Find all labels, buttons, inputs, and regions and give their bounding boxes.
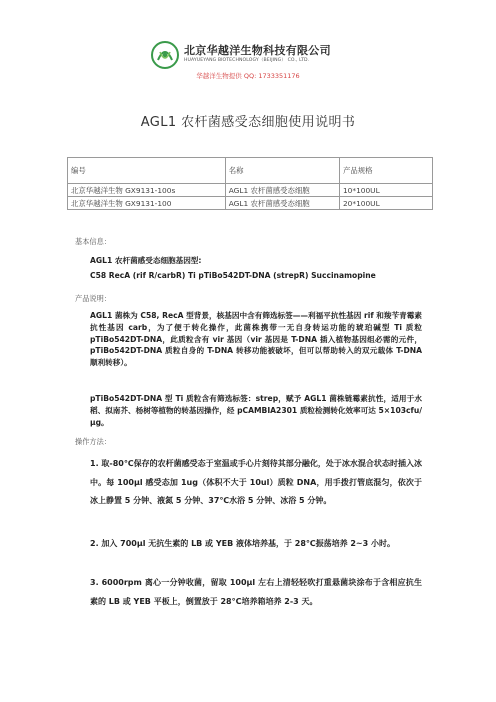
procedure-step-2: 2. 加入 700μl 无抗生素的 LB 或 YEB 液体培养基，于 28℃振荡培养 2~3 小时。: [90, 539, 395, 548]
table-header-cell: 编号: [68, 158, 226, 184]
table-row: [68, 184, 433, 197]
product-spec-table: [67, 157, 433, 210]
procedure-step-3: 3. 6000rpm 离心一分钟收菌，留取 100μl 左右上清轻轻吹打重悬菌块涂布于含相应抗生素的 LB 或 YEB 平板上，倒置放于 28°C培养箱培养 2-3 天。: [90, 578, 422, 606]
table-header-row: [68, 158, 433, 184]
table-cell: AGL1 农杆菌感受态细胞: [225, 184, 339, 197]
basic-info-label: 基本信息：: [75, 237, 111, 246]
description-label: 产品说明：: [75, 294, 111, 303]
description-paragraph-2: pTiBo542DT-DNA 型 Ti 质粒含有筛选标签：strep，赋予 AGL1 菌株链霉素抗性，适用于水稻、拟南芥、杨树等植物的转基因操作，经 pCAMBIA2301 质粒检测转化效率可达 5×103cfu/μg。: [90, 394, 422, 427]
procedure-label: 操作方法：: [75, 437, 111, 446]
contact-line: 华越洋生物提供 QQ: 1733351176: [196, 72, 300, 80]
description-paragraph-1: AGL1 菌株为 C58, RecA 型背景，核基因中含有筛选标签——利福平抗性基因 rif 和羧苄青霉素抗性基因 carb，为了便于转化操作，此菌株携带一无自身转运功能的琥珀碱型 Ti 质粒 pTiBo542DT-DNA，此质粒含有 vir 基因（vir 基因是 T-DNA 插入植物基因组必需的元件， pTiBo542DT-DNA 质粒自身的 T-DNA 转移功能被破坏，但可以帮助转入的双元载体 T-DNA 顺利转移）。: [90, 311, 422, 368]
document-title: AGL1 农杆菌感受态细胞使用说明书: [140, 115, 356, 130]
procedure-step-1: 1. 取-80℃保存的农杆菌感受态于室温或手心片刻待其部分融化，处于冰水混合状态时插入冰中。每 100μl 感受态加 1ug（体积不大于 10ul）质粒 DNA，用手拨打管底混匀，依次于冰上静置 5 分钟、液氮 5 分钟、37℃水浴 5 分钟、冰浴 5 分钟。: [90, 459, 422, 505]
table-cell: 北京华越洋生物 GX9131-100: [68, 197, 226, 210]
table-cell: 10*100UL: [339, 184, 432, 197]
genotype-title: AGL1 农杆菌感受态细胞基因型:: [90, 256, 202, 265]
company-name-en: HUAYUEYANG BIOTECHNOLOGY（BEIJING） CO., LTD.: [184, 58, 310, 63]
table-cell: 北京华越洋生物 GX9131-100s: [68, 184, 226, 197]
table-header-cell: 名称: [225, 158, 339, 184]
table-cell: AGL1 农杆菌感受态细胞: [225, 197, 339, 210]
company-name-cn: 北京华越洋生物科技有限公司: [184, 44, 331, 57]
table-header-cell: 产品规格: [339, 158, 432, 184]
table-row: [68, 197, 433, 210]
genotype-text: C58 RecA (rif R/carbR) Ti pTiBo542DT-DNA (strepR) Succinamopine: [90, 271, 376, 280]
table-cell: 20*100UL: [339, 197, 432, 210]
company-logo-icon: [150, 40, 180, 70]
